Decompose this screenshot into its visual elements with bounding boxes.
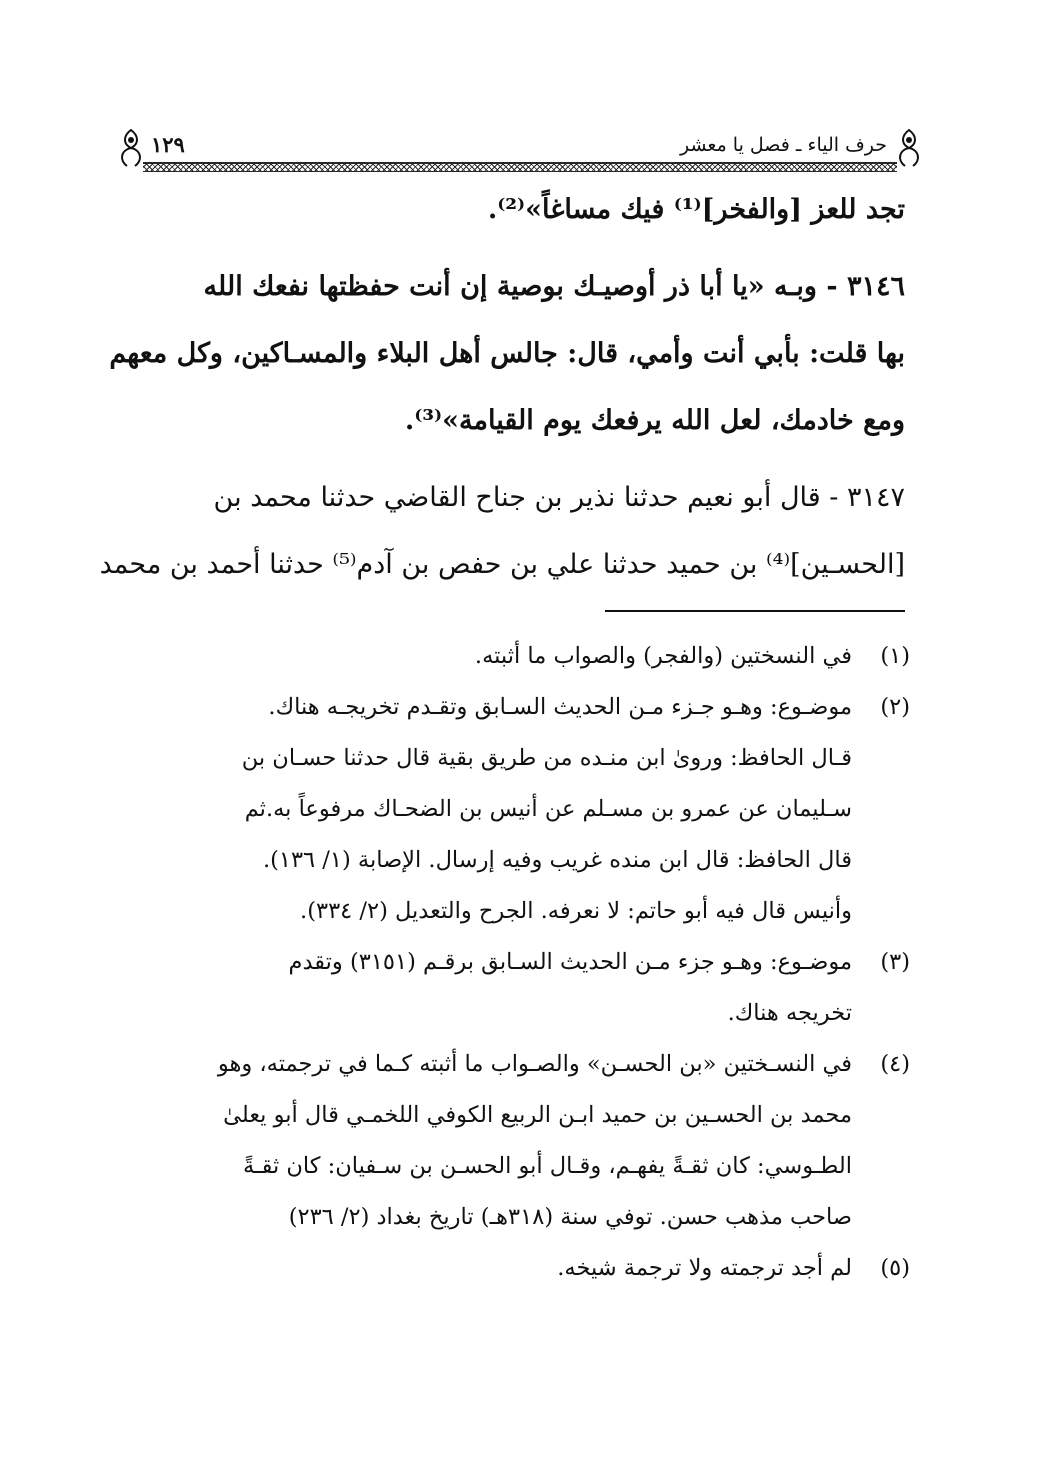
footnote-4	[135, 1040, 910, 1091]
text-line: [الحسـين]⁽⁴⁾ بن حميد حدثنا علي بن حفص بن آدم⁽⁵⁾ حدثنا أحمد بن محمد	[99, 549, 905, 580]
footnote-text: موضـوع: وهـو جزء مـن الحديث السـابق برقـم (٣١٥١) وتقدم	[288, 949, 852, 975]
footnote-2	[135, 683, 910, 734]
footnote-text: موضـوع: وهـو جـزء مـن الحديث السـابق وتقـدم تخريجـه هناك.	[268, 694, 852, 720]
footnote-1	[135, 632, 910, 683]
header-rule	[143, 162, 897, 172]
footnotes	[135, 632, 910, 1295]
footnote-text: قال الحافظ: قال ابن منده غريب وفيه إرسال. الإصابة (١/ ١٣٦).	[262, 847, 852, 873]
page-header	[115, 128, 925, 174]
hadith-3147-line: ٣١٤٧ - قال أبو نعيم حدثنا نذير بن جناح القاضي حدثنا محمد بن	[213, 482, 905, 513]
footnote-text: محمد بن الحسـين بن حميد ابـن الربيع الكوفي اللخمـي قال أبو يعلىٰ	[223, 1102, 852, 1128]
footnote-text: الطـوسي: كان ثقـةً يفهـم، وقـال أبو الحسـن بن سـفيان: كان ثقـةً	[242, 1153, 852, 1179]
page-number: ١٢٩	[151, 132, 185, 157]
footnote-text: تخريجه هناك.	[727, 1000, 852, 1026]
footnote-continuation	[135, 1142, 910, 1193]
footnote-continuation	[135, 887, 910, 938]
footnote-divider	[605, 610, 905, 612]
footnote-continuation	[135, 785, 910, 836]
text-line: تجد للعز [والفخر]⁽¹⁾ فيك مساغاً»⁽²⁾.	[487, 194, 905, 225]
footnote-number: (٢)	[880, 694, 910, 720]
footnote-continuation	[135, 989, 910, 1040]
footnote-number: (٣)	[880, 949, 910, 975]
footnote-text: وأنيس قال فيه أبو حاتم: لا نعرفه. الجرح والتعديل (٢/ ٣٣٤).	[300, 898, 852, 924]
footnote-number: (٥)	[880, 1255, 910, 1281]
running-title: حرف الياء ـ فصل يا معشر	[679, 134, 887, 156]
text-line: بها قلت: بأبي أنت وأمي، قال: جالس أهل البلاء والمسـاكين، وكل معهم	[109, 338, 905, 369]
footnote-continuation	[135, 734, 910, 785]
main-text	[99, 180, 905, 602]
footnote-text: صاحب مذهب حسن. توفي سنة (٣١٨هـ) تاريخ بغداد (٢/ ٢٣٦)	[288, 1204, 852, 1230]
floral-ornament-icon	[893, 128, 925, 168]
footnote-number: (١)	[880, 643, 910, 669]
footnote-text: في النسـختين «بن الحسـن» والصـواب ما أثبته كـما في ترجمته، وهو	[217, 1051, 852, 1077]
footnote-continuation	[135, 836, 910, 887]
footnote-text: لم أجد ترجمته ولا ترجمة شيخه.	[557, 1255, 852, 1281]
text-line: ومع خادمك، لعل الله يرفعك يوم القيامة»⁽³⁾.	[404, 405, 905, 436]
footnote-text: قـال الحافظ: وروىٰ ابن منـده من طريق بقية قال حدثنا حسـان بن	[241, 745, 852, 771]
footnote-3	[135, 938, 910, 989]
footnote-text: سـليمان عن عمرو بن مسـلم عن أنيس بن الضحـاك مرفوعاً به.ثم	[244, 796, 852, 822]
footnote-text: في النسختين (والفجر) والصواب ما أثبته.	[474, 643, 852, 669]
hadith-3146-line: ٣١٤٦ - وبـه «يا أبا ذر أوصيـك بوصية إن أنت حفظتها نفعك الله	[203, 271, 905, 302]
footnote-continuation	[135, 1091, 910, 1142]
footnote-continuation	[135, 1193, 910, 1244]
footnote-number: (٤)	[880, 1051, 910, 1077]
footnote-5	[135, 1244, 910, 1295]
